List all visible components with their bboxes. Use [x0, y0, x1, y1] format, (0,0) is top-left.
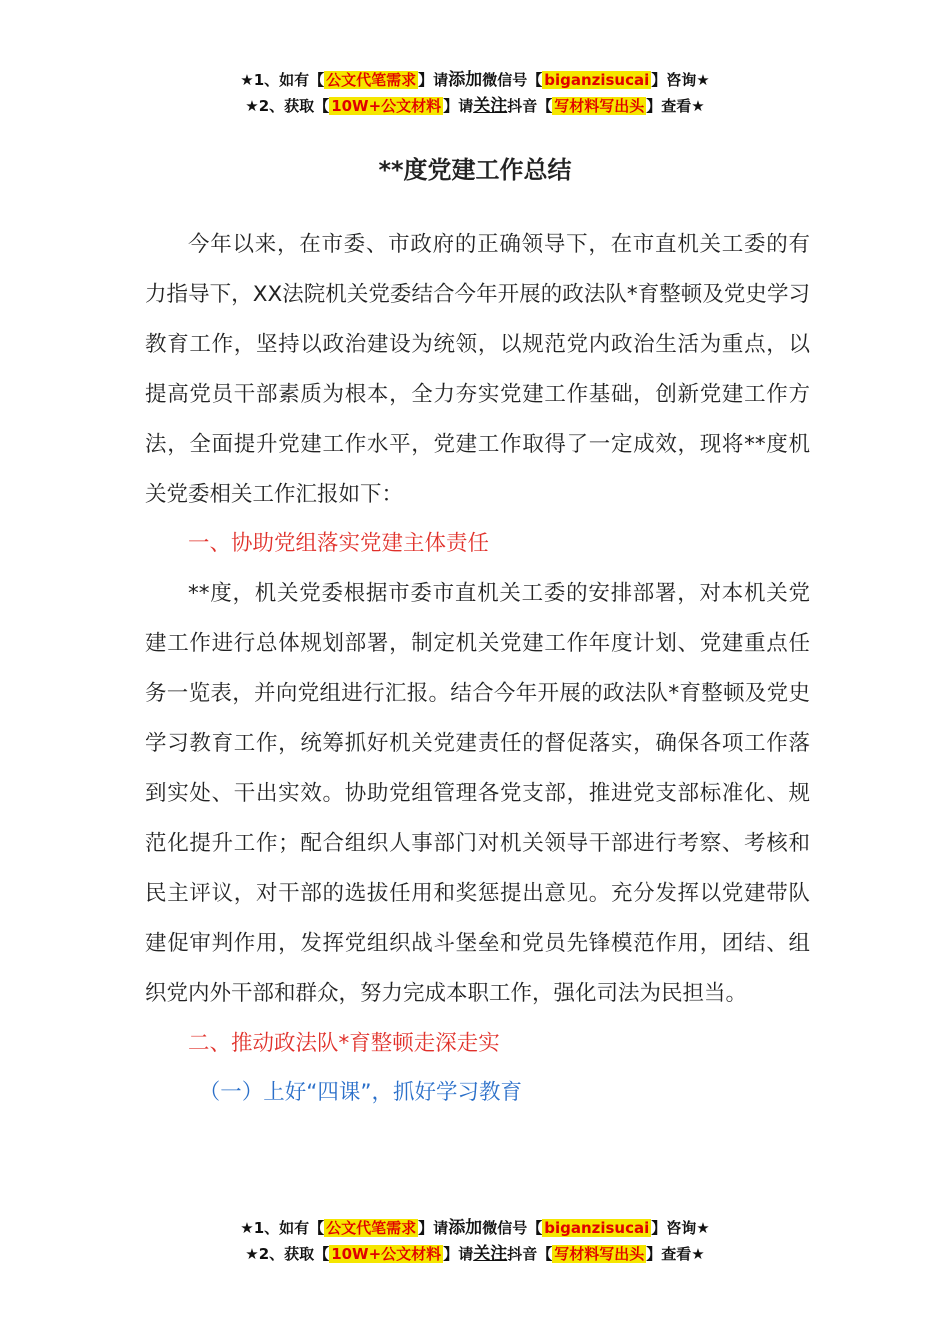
notice-line-1: ★1、如有【 公文代笔需求 】请添加微信号【 biganzisucai 】咨询★ [240, 1218, 710, 1238]
intro-paragraph: 今年以来，在市委、市政府的正确领导下，在市直机关工委的有力指导下，XX法院机关党委结合今年开展的政法队*育整顿及党史学习教育工作，坚持以政治建设为统领，以规范党内政治生活为重点，以提高党员干部素质为根本，全力夯实党建工作基础，创新党建工作方法，全面提升党建工作水平，党建工作取得了一定成效，现将**度机关党委相关工作汇报如下： [145, 232, 810, 507]
highlight-douyin-account: 写材料写出头 [554, 1245, 645, 1263]
section-1-heading: 一、协助党组落实党建主体责任 [188, 531, 490, 557]
footer-notice [0, 1215, 950, 1267]
notice-line-2: ★2、获取【 10W+公文材料 】请关注抖音【 写材料写出头 】查看★ [245, 1244, 705, 1264]
document-title: **度党建工作总结 [378, 156, 572, 184]
highlight-wechat-id: biganzisucai [544, 71, 650, 89]
section-2-heading: 二、推动政法队*育整顿走深走实 [188, 1030, 500, 1056]
highlight-materials: 10W+公文材料 [331, 1245, 442, 1263]
section-1-paragraph: **度，机关党委根据市委市直机关工委的安排部署，对本机关党建工作进行总体规划部署，制定机关党建工作年度计划、党建重点任务一览表，并向党组进行汇报。结合今年开展的政法队*育整顿及党史学习教育工作，统筹抓好机关党建责任的督促落实，确保各项工作落到实处、干出实效。协助党组管理各党支部，推进党支部标准化、规范化提升工作；配合组织人事部门对机关领导干部进行考察、考核和民主评议，对干部的选拔任用和奖惩提出意见。充分发挥以党建带队建促审判作用，发挥党组织战斗堡垒和党员先锋模范作用，团结、组织党内外干部和群众，努力完成本职工作，强化司法为民担当。 [145, 581, 810, 1006]
highlight-materials: 10W+公文材料 [331, 97, 442, 115]
notice-line-1: ★1、如有【 公文代笔需求 】请添加微信号【 biganzisucai 】咨询★ [240, 70, 710, 90]
section-2-subheading-1: （一）上好“四课”，抓好学习教育 [198, 1080, 523, 1106]
document-body [145, 220, 810, 1118]
highlight-service: 公文代笔需求 [326, 71, 417, 89]
highlight-service: 公文代笔需求 [326, 1219, 417, 1237]
header-notice [0, 67, 950, 119]
highlight-douyin-account: 写材料写出头 [554, 97, 645, 115]
notice-line-2: ★2、获取【 10W+公文材料 】请关注抖音【 写材料写出头 】查看★ [245, 96, 705, 116]
highlight-wechat-id: biganzisucai [544, 1219, 650, 1237]
